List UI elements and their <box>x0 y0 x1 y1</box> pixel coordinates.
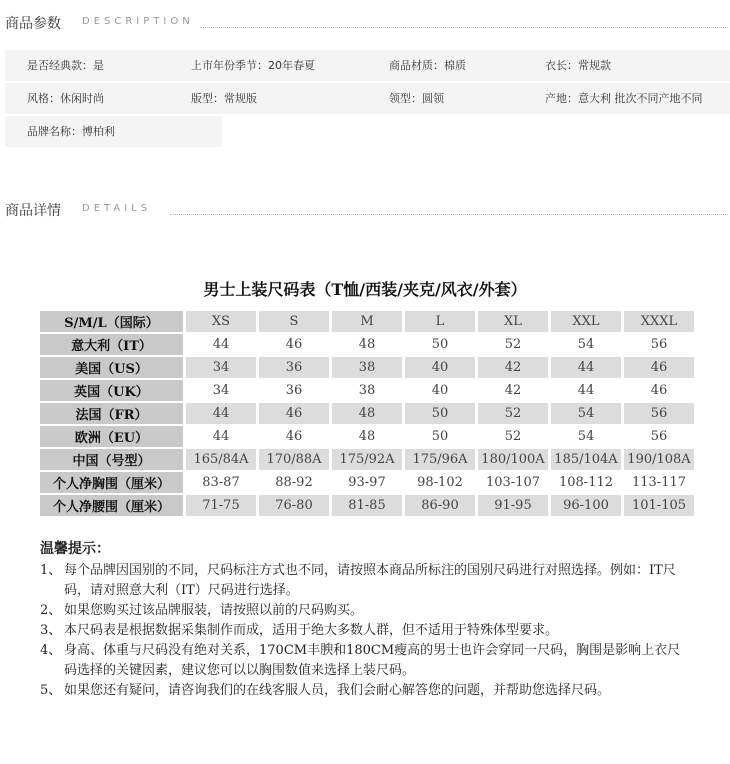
divider <box>170 214 728 215</box>
table-cell: 98-102 <box>417 475 463 490</box>
table-cell: 180/100A <box>478 449 548 470</box>
table-cell: 48 <box>332 403 402 424</box>
table-cell: 44 <box>212 429 230 444</box>
row-label: 美国（US） <box>40 357 183 378</box>
param-cell: 风格：休闲时尚 <box>5 83 177 114</box>
table-cell: 113-117 <box>631 475 687 490</box>
table-cell: 185/104A <box>551 449 621 470</box>
params-row <box>5 83 730 116</box>
size-col-xxl: XXL <box>551 311 621 332</box>
table-cell: 54 <box>551 403 621 424</box>
size-table <box>37 309 697 518</box>
param-cell: 领型：圆领 <box>367 83 523 114</box>
table-row <box>40 403 694 424</box>
table-cell: 56 <box>624 403 694 424</box>
table-cell: 46 <box>259 403 329 424</box>
size-col-xl: XL <box>478 311 548 332</box>
table-cell: 44 <box>186 403 256 424</box>
table-cell: 101-105 <box>624 495 694 516</box>
table-cell: 170/88A <box>259 449 329 470</box>
row-label: 个人净胸围（厘米） <box>40 472 183 493</box>
params-title: 商品参数 <box>5 16 61 32</box>
size-col-s: S <box>259 311 329 332</box>
table-cell: 38 <box>358 383 376 398</box>
table-cell: 38 <box>332 357 402 378</box>
table-cell: 44 <box>551 357 621 378</box>
params-row <box>5 116 730 149</box>
table-cell: 96-100 <box>551 495 621 516</box>
table-cell: 44 <box>212 337 230 352</box>
table-cell: 42 <box>504 383 522 398</box>
table-cell: 48 <box>358 429 376 444</box>
tips-title: 温馨提示： <box>40 541 110 557</box>
table-cell: 56 <box>650 429 668 444</box>
table-cell: 91-95 <box>478 495 548 516</box>
table-row <box>40 449 694 470</box>
table-row <box>40 472 694 493</box>
size-col-xxxl: XXXL <box>624 311 694 332</box>
param-cell: 上市年份季节：20年春夏 <box>169 50 371 81</box>
param-cell: 商品材质：棉质 <box>367 50 523 81</box>
table-cell: 40 <box>405 357 475 378</box>
tip-item: 3、 本尺码表是根据数据采集制作而成，适用于绝大多数人群，但不适用于特殊体型要求。 <box>40 623 559 638</box>
table-cell: 81-85 <box>332 495 402 516</box>
params-section-header <box>0 13 730 33</box>
table-cell: 54 <box>577 337 595 352</box>
table-cell: 93-97 <box>348 475 386 490</box>
param-cell: 产地：意大利 批次不同产地不同 <box>523 83 730 114</box>
tip-item: 5、 如果您还有疑问，请咨询我们的在线客服人员，我们会耐心解答您的问题，并帮助您选择尺码。 <box>40 683 611 698</box>
params-row <box>5 50 730 83</box>
table-cell: 165/84A <box>186 449 256 470</box>
row-label: 欧洲（EU） <box>40 426 183 447</box>
tips-section <box>40 538 690 701</box>
table-cell: 34 <box>186 357 256 378</box>
details-section-header <box>0 200 730 220</box>
table-row <box>40 426 694 447</box>
tip-item: 4、 身高、体重与尺码没有绝对关系，170CM丰腴和180CM瘦高的男士也许会穿同一尺码，胸围是影响上衣尺码选择的关键因素，建议您可以以胸围数值来选择上装尺码。 <box>40 643 681 678</box>
table-row <box>40 334 694 355</box>
param-cell: 衣长：常规款 <box>523 50 730 81</box>
table-cell: 36 <box>259 357 329 378</box>
table-cell: 40 <box>431 383 449 398</box>
table-cell: 175/92A <box>332 449 402 470</box>
divider <box>200 27 728 28</box>
size-chart-title: 男士上装尺码表（T恤/西装/夹克/风衣/外套） <box>203 280 527 299</box>
table-cell: 83-87 <box>202 475 240 490</box>
table-cell: 103-107 <box>485 475 541 490</box>
table-cell: 56 <box>650 337 668 352</box>
table-cell: 46 <box>285 429 303 444</box>
table-cell: 50 <box>431 429 449 444</box>
table-cell: 76-80 <box>259 495 329 516</box>
table-cell: 71-75 <box>186 495 256 516</box>
table-row <box>40 380 694 401</box>
param-cell: 品牌名称：博柏利 <box>5 116 222 147</box>
table-cell: 108-112 <box>558 475 614 490</box>
size-col-xs: XS <box>186 311 256 332</box>
table-cell: 88-92 <box>275 475 313 490</box>
table-cell: 44 <box>577 383 595 398</box>
row-label: 个人净腰围（厘米） <box>40 495 183 516</box>
table-cell: 46 <box>285 337 303 352</box>
row-label: 英国（UK） <box>40 380 183 401</box>
size-col-l: L <box>405 311 475 332</box>
row-label: 法国（FR） <box>40 403 183 424</box>
table-cell: 50 <box>405 403 475 424</box>
table-cell: 54 <box>577 429 595 444</box>
size-col-m: M <box>332 311 402 332</box>
table-cell: 52 <box>504 337 522 352</box>
params-subtitle: DESCRIPTION <box>82 16 194 27</box>
table-cell: 52 <box>478 403 548 424</box>
table-cell: 52 <box>504 429 522 444</box>
details-subtitle: DETAILS <box>82 203 152 214</box>
size-header-label: S/M/L（国际） <box>40 311 183 332</box>
table-cell: 34 <box>212 383 230 398</box>
table-cell: 175/96A <box>405 449 475 470</box>
table-row <box>40 357 694 378</box>
table-cell: 48 <box>358 337 376 352</box>
table-cell: 46 <box>624 357 694 378</box>
table-cell: 50 <box>431 337 449 352</box>
params-grid <box>5 50 730 149</box>
table-cell: 36 <box>285 383 303 398</box>
table-cell: 86-90 <box>405 495 475 516</box>
tip-item: 1、 每个品牌因国别的不同，尺码标注方式也不同，请按照本商品所标注的国别尺码进行对照选择。例如：IT尺码，请对照意大利（IT）尺码进行选择。 <box>40 563 676 598</box>
param-cell: 版型：常规版 <box>169 83 371 114</box>
size-header-row <box>40 311 694 332</box>
table-cell: 42 <box>478 357 548 378</box>
param-cell: 是否经典款：是 <box>5 50 177 81</box>
table-cell: 190/108A <box>624 449 694 470</box>
table-cell: 46 <box>650 383 668 398</box>
details-title: 商品详情 <box>5 203 61 219</box>
row-label: 中国（号型） <box>40 449 183 470</box>
row-label: 意大利（IT） <box>40 334 183 355</box>
table-row <box>40 495 694 516</box>
tip-item: 2、 如果您购买过该品牌服装，请按照以前的尺码购买。 <box>40 603 364 618</box>
